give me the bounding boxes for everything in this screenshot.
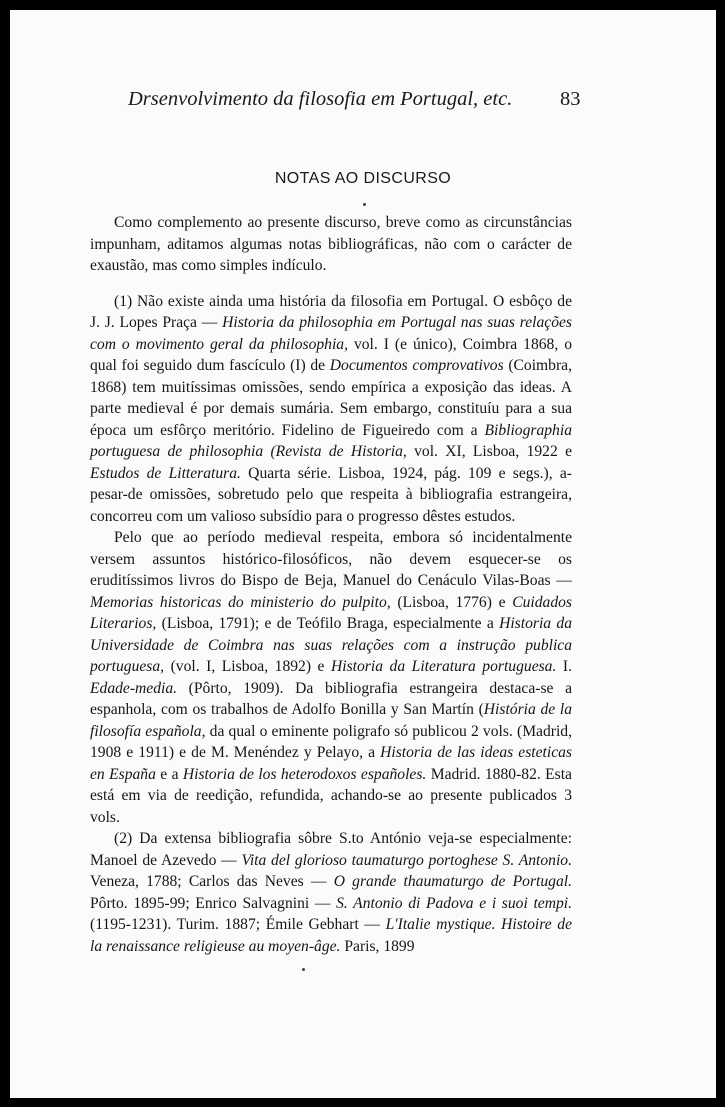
italic-citation: Bibliographia portuguesa de philosophia (Revista de Historia, (90, 421, 572, 460)
text-run: Paris, 1899 (340, 937, 415, 955)
note-marker: (2) (114, 830, 133, 847)
italic-citation: S. Antonio di Padova e i suoi tempi. (336, 894, 572, 912)
text-run: Não existe ainda uma história da filosofia em Portugal. O esbôço de J. J. Lopes Praça — (90, 292, 572, 331)
italic-citation: Edade-media. (90, 679, 178, 697)
text-run: Pôrto. 1895-99; Enrico Salvagnini — (90, 894, 337, 912)
note-1-text (90, 293, 572, 525)
text-run: I. (556, 658, 573, 675)
book-page (10, 10, 716, 1098)
italic-citation: História de la filosofía española, (90, 701, 572, 740)
text-run: (1195-1231). Turim. 1887; Émile Gebhart — (90, 916, 386, 933)
page-number: 83 (560, 88, 581, 110)
running-head: Drsenvolvimento da filosofia em Portugal, etc. (128, 88, 513, 110)
text-run: (vol. I, Lisboa, 1892) e (164, 658, 332, 675)
text-run: (Lisboa, 1776) e (390, 593, 513, 611)
text-run: Veneza, 1788; Carlos das Neves — (90, 873, 334, 890)
italic-citation: O grande thaumaturgo de Portugal. (333, 873, 572, 890)
text-run: da qual o eminente poligrafo só publicou 2 vols. (Madrid, 1908 e 1911) e de M. Menéndez y Pelayo, a (90, 722, 572, 761)
italic-citation: Documentos comprovativos (329, 357, 504, 374)
body-text (90, 212, 572, 957)
text-run: vol. XI, Lisboa, 1922 e (406, 443, 572, 460)
note-1-paragraph (90, 291, 572, 528)
decorative-dot (363, 203, 366, 206)
section-title: NOTAS AO DISCURSO (274, 170, 452, 187)
italic-citation: Cuidados Literarios, (90, 593, 572, 632)
text-run: (Lisboa, 1791); e de Teófilo Braga, especialmente a (156, 615, 500, 632)
note-1-paragraph-2 (90, 527, 572, 828)
note-marker: (1) (114, 292, 133, 310)
text-run: Pelo que ao período medieval respeita, embora só incidentalmente versem assuntos histórico-filosóficos, não devem esquecer-se os eruditíssimos livros do Bispo de Beja, Manuel do Cenáculo Vilas-Boas — (90, 529, 572, 589)
note-2-paragraph (90, 828, 572, 957)
italic-citation: Historia de los heterodoxos españoles. (182, 765, 427, 783)
italic-citation: Historia da Literatura portuguesa. (331, 658, 557, 675)
italic-citation: Historia da philosophia em Portugal nas suas relações com o movimento geral da philosophia, (90, 314, 572, 353)
text-run: e a (155, 765, 183, 783)
intro-paragraph: Como complemento ao presente discurso, breve como as circunstâncias impunham, aditamos algumas notas bibliográficas, não com o carácter de exaustão, mas como simples indículo. (90, 214, 572, 274)
text-run: Quarta série. Lisboa, 1924, pág. 109 e segs.), a-pesar-de omissões, sobretudo pelo que respeita à bibliografia estrangeira, concorreu com um valioso subsídio para o progresso dêstes estudos. (90, 464, 572, 525)
italic-citation: Historia de las ideas esteticas en España (90, 744, 572, 783)
note-2-text (90, 830, 572, 955)
italic-citation: Historia da Universidade de Coimbra nas suas relações com a instrução publica portuguesa, (90, 615, 572, 675)
italic-citation: Memorias historicas do ministerio do pulpito, (90, 593, 391, 611)
decorative-dot (302, 968, 305, 971)
text-run: vol. I (e único), Coimbra 1868, o qual foi seguido dum fascículo (I) de (90, 335, 572, 374)
text-run: Da extensa bibliografia sôbre S.to António veja-se especialmente: Manoel de Azevedo — (90, 830, 572, 869)
text-run: (Pôrto, 1909). Da bibliografia estrangeira destaca-se a espanhola, com os trabalhos de Adolfo Bonilla y San Martín ( (90, 679, 572, 718)
italic-citation: Estudos de Litteratura. (90, 464, 241, 482)
text-run: (Coimbra, 1868) tem muitíssimas omissões, sendo empírica a exposição das ideas. A parte medieval é por demais sumária. Sem embargo, constituíu para a sua época um esfôrço meritório. Fidelino de Figueiredo com a (90, 357, 572, 439)
italic-citation: L'Italie mystique. Histoire de la renaissance religieuse au moyen-âge. (90, 916, 572, 955)
italic-citation: Vita del glorioso taumaturgo portoghese S. Antonio. (241, 851, 572, 869)
text-run: Madrid. 1880-82. Esta está em via de reedição, refundida, achando-se ao presente publicados 3 vols. (90, 765, 572, 826)
